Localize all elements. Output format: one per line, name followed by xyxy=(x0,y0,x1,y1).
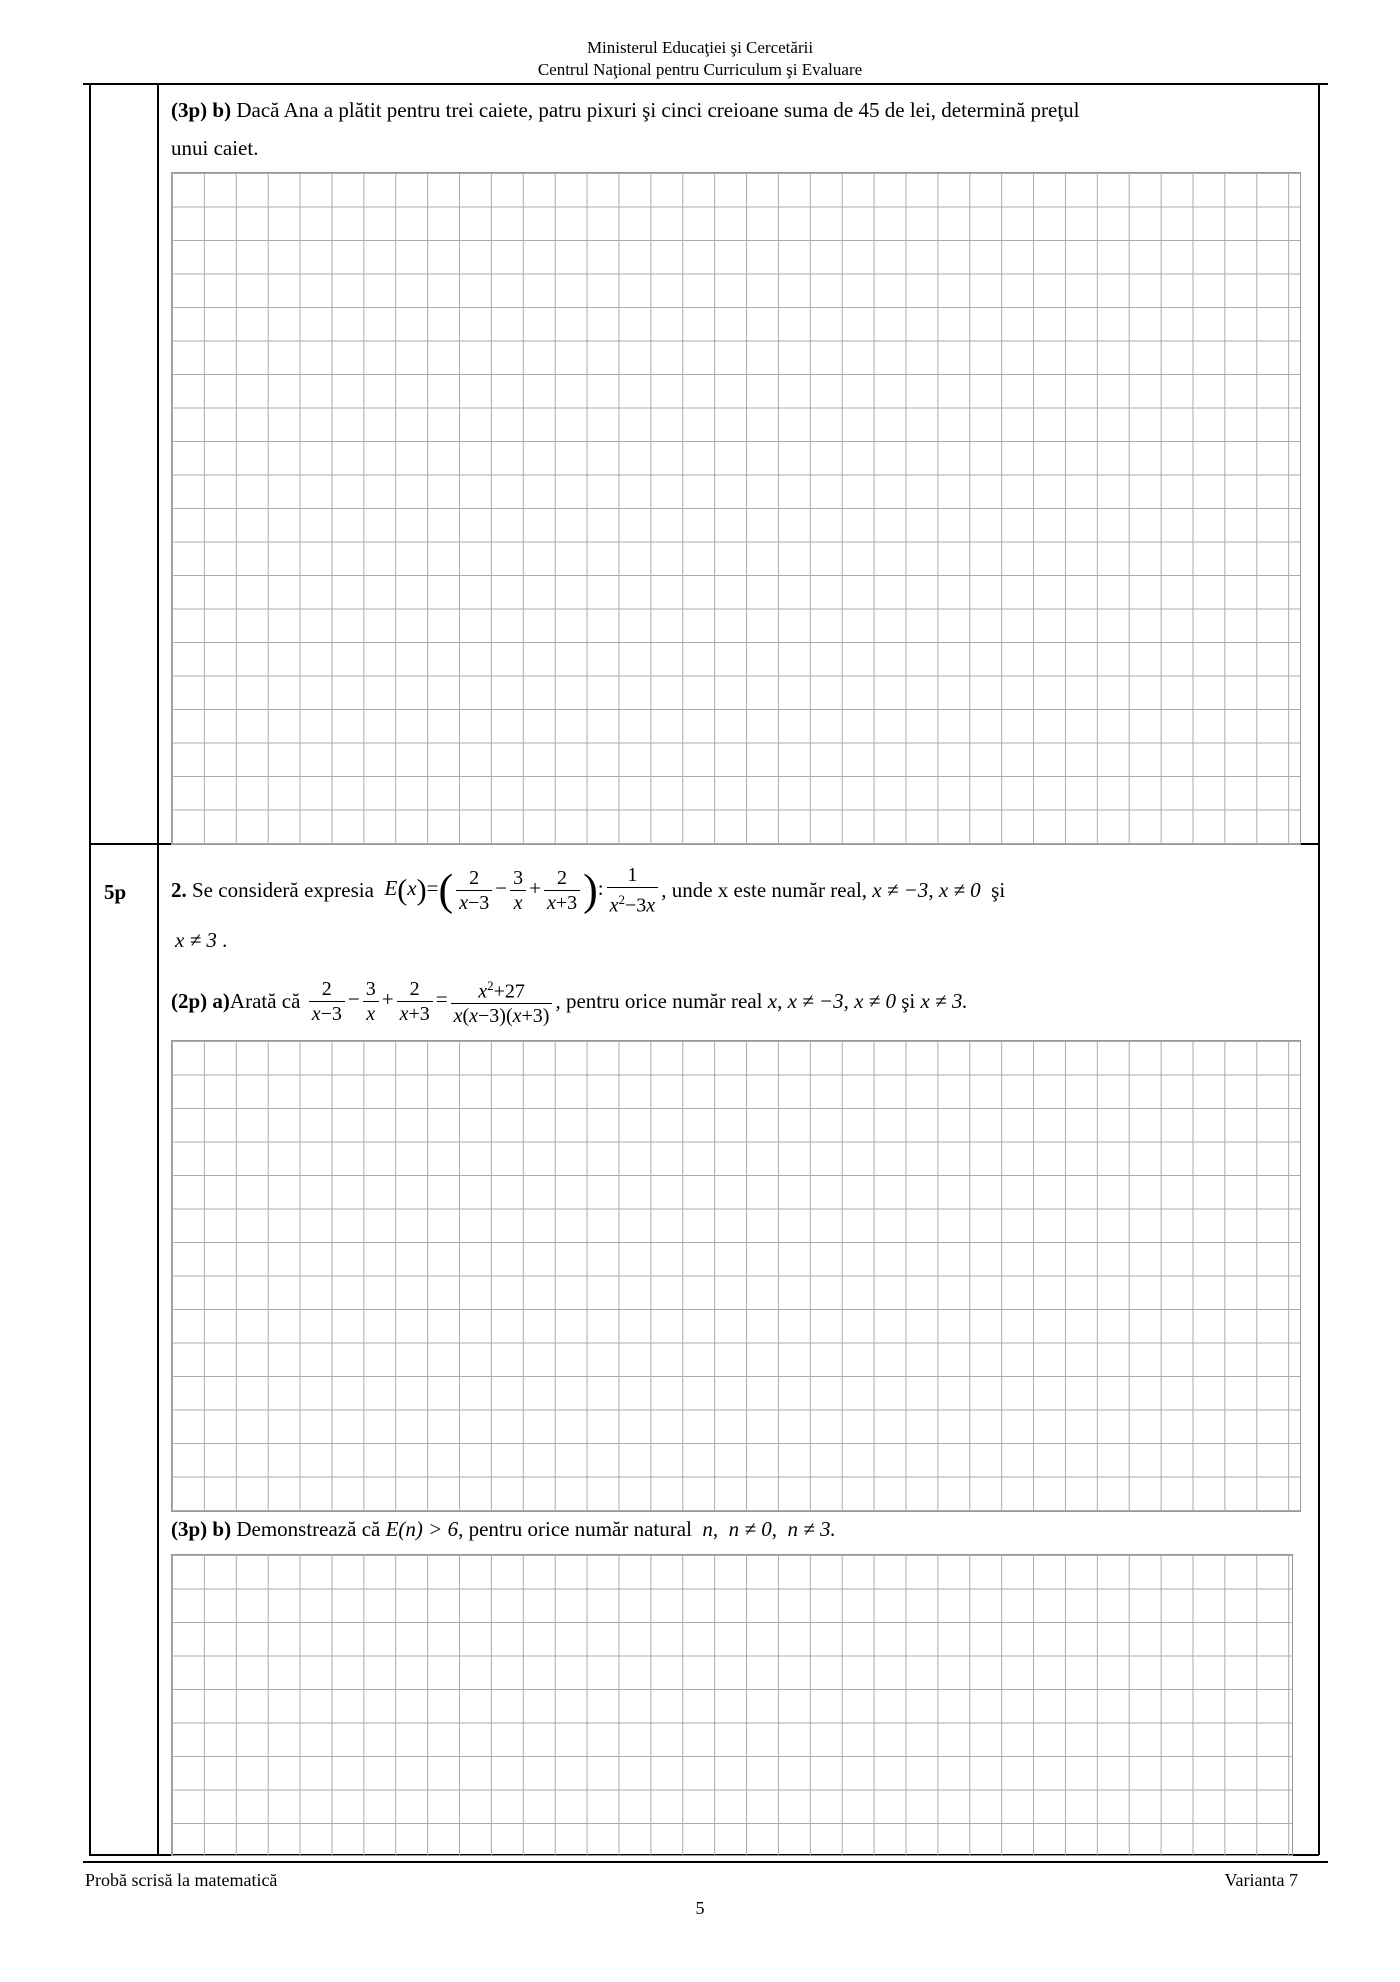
condition-n-neq-3: n ≠ 3. xyxy=(787,1517,836,1541)
question-2b-label: (3p) b) xyxy=(171,1517,232,1541)
and-word: şi xyxy=(901,988,916,1013)
table-right-border xyxy=(1318,83,1320,1855)
question-2-points: 5p xyxy=(104,880,127,904)
answer-grid-2a[interactable] xyxy=(171,1040,1301,1512)
expression-e: E(x)=( $\frac{2}{x-3}$ − $\frac{3}{x}$ + $\frac{2}{x+3}$ ): $\frac{1}{x^2-3x}$ xyxy=(384,863,661,918)
question-2a-label: (2p) a) xyxy=(171,988,230,1013)
question-1b-text: Dacă Ana a plătit pentru trei caiete, patru pixuri şi cinci creioane suma de xyxy=(231,98,859,122)
table-top-border xyxy=(83,83,1328,85)
period: . xyxy=(222,928,228,952)
question-2-statement: 2. Se consideră expresia E(x)=( $\frac{2}{x-3}$ − $\frac{3}{x}$ + $\frac{2}{x+3}$ ): $\frac{1}{x^2-3x}$ , unde x este număr real, x ≠ −3 , x ≠ 0 şi xyxy=(171,863,1006,917)
answer-grid-2b[interactable] xyxy=(171,1554,1293,1856)
answer-grid-1b[interactable] xyxy=(171,172,1301,845)
question-1b-amount: 45 xyxy=(858,98,880,122)
page-number: 5 xyxy=(695,1898,705,1918)
question-2-condition: , unde x este număr real, xyxy=(661,877,868,902)
condition-x-neq-3: x ≠ 3 xyxy=(175,928,217,952)
variable-n: n xyxy=(702,1517,713,1541)
question-2b-text: Demonstrează că xyxy=(231,1517,386,1541)
question-2a-tail: , pentru orice număr real xyxy=(555,988,763,1013)
identity-expression: $\frac{2}{x-3}$ − $\frac{3}{x}$ + $\frac{2}{x+3}$ = $\frac{x^2+27}{x(x-3)(x+3)}$ xyxy=(306,974,556,1029)
table-left-border xyxy=(89,83,91,1855)
question-2-number: 2. xyxy=(171,877,187,902)
question-2-line2 xyxy=(175,928,227,953)
variable-x: x xyxy=(767,988,778,1013)
question-1b-text-end: de lei, determină preţul xyxy=(879,98,1080,122)
question-2a-text: Arată că xyxy=(229,988,301,1013)
condition-x-neq-minus3: x ≠ −3 xyxy=(787,988,844,1013)
header-ministry: Ministerul Educaţiei şi Cercetării xyxy=(586,38,814,57)
and-word: şi xyxy=(991,877,1006,902)
condition-x-neq-3: x ≠ 3. xyxy=(920,988,968,1013)
condition-n-neq-0: n ≠ 0 xyxy=(728,1517,772,1541)
footer-right: Varianta 7 xyxy=(1224,1870,1298,1890)
question-2-intro: Se consideră expresia xyxy=(192,877,374,902)
footer-left: Probă scrisă la matematică xyxy=(85,1870,278,1890)
inequality-expression: E(n) > 6 xyxy=(385,1517,459,1541)
question-2a-statement: (2p) a) Arată că $\frac{2}{x-3}$ − $\frac{3}{x}$ + $\frac{2}{x+3}$ = $\frac{x^2+27}{x(x-3)(x+3)}$ , pentru orice număr real x , x ≠ −3 , x ≠ 0 şi x ≠ 3. xyxy=(171,964,968,1038)
question-2b-statement: (3p) b) Demonstrează că E(n) > 6, pentru orice număr natural n, n ≠ 0, n ≠ 3. xyxy=(171,1517,836,1541)
footer-rule xyxy=(83,1861,1328,1863)
question-1b-line1 xyxy=(171,98,1080,123)
header-center: Centrul Naţional pentru Curriculum şi Evaluare xyxy=(537,60,863,79)
question-1b-label: (3p) b) xyxy=(171,98,232,122)
condition-x-neq-0: x ≠ 0 xyxy=(938,877,981,902)
condition-x-neq-minus3: x ≠ −3 xyxy=(872,877,929,902)
table-column-divider xyxy=(157,83,159,1855)
condition-x-neq-0: x ≠ 0 xyxy=(854,988,896,1013)
question-2b-tail: , pentru orice număr natural xyxy=(458,1517,692,1541)
question-1b-line2: unui caiet. xyxy=(171,136,259,160)
